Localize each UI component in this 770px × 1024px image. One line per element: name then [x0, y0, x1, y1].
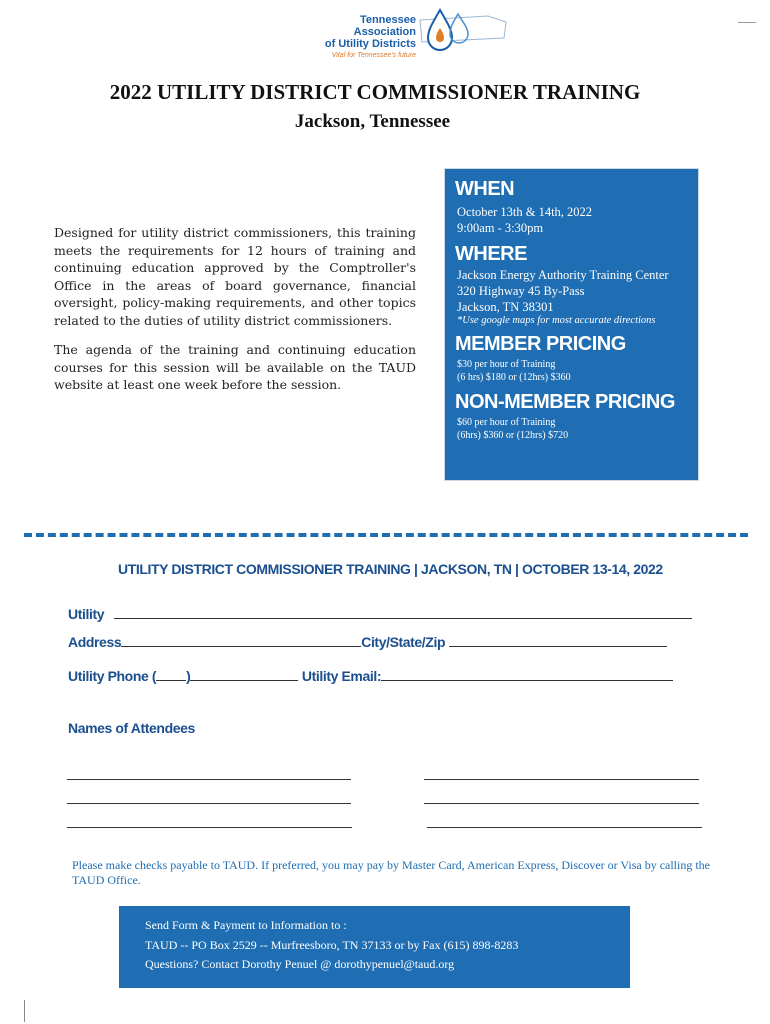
- when-heading: WHEN: [455, 178, 515, 200]
- logo-line2: of Utility Districts: [324, 38, 416, 50]
- utility-field[interactable]: [114, 607, 692, 619]
- logo-text: [300, 14, 416, 59]
- member-pricing-line2: (6 hrs) $180 or (12hrs) $360: [457, 372, 571, 383]
- utility-label: Utility: [68, 606, 105, 622]
- event-info-box: [445, 169, 698, 480]
- logo-line1: Tennessee Association: [353, 14, 416, 38]
- page-edge-mark: [24, 1000, 25, 1022]
- email-label: Utility Email:: [301, 668, 382, 684]
- logo-tagline: Vital for Tennessee's future: [331, 52, 416, 59]
- address-row: [68, 634, 667, 650]
- attendee-field-6[interactable]: [427, 827, 702, 828]
- when-time: 9:00am - 3:30pm: [457, 221, 544, 235]
- utility-row: [68, 606, 692, 622]
- attendee-field-1[interactable]: [67, 779, 351, 780]
- nonmember-pricing-line1: $60 per hour of Training: [457, 417, 556, 428]
- attendee-field-2[interactable]: [424, 779, 699, 780]
- where-city: Jackson, TN 38301: [457, 300, 554, 314]
- taud-logo: [300, 8, 510, 58]
- send-line-3: Questions? Contact Dorothy Penuel @ dorothypenuel@taud.org: [145, 957, 455, 971]
- member-pricing-heading: MEMBER PRICING: [455, 333, 626, 355]
- description-paragraph-1: Designed for utility district commissioners, this training meets the requirements for 12 hours of training and continuing education approved by the Comptroller's Office in the areas of board governance, financial oversight, policy-making requirements, and other topics related to the duties of utility district commissioners.: [54, 225, 416, 328]
- phone-close: ): [186, 668, 191, 684]
- attendee-field-3[interactable]: [67, 803, 351, 804]
- city-state-zip-label: City/State/Zip: [361, 634, 446, 650]
- address-field[interactable]: [121, 635, 361, 647]
- where-heading: WHERE: [455, 243, 527, 265]
- email-field[interactable]: [381, 669, 673, 681]
- send-line-2: TAUD -- PO Box 2529 -- Murfreesboro, TN 37133 or by Fax (615) 898-8283: [145, 937, 519, 952]
- address-label: Address: [68, 634, 122, 650]
- area-code-field[interactable]: [156, 669, 186, 681]
- payment-instructions: Please make checks payable to TAUD. If preferred, you may pay by Master Card, American Express, Discover or Visa by calling the TAUD Office.: [72, 858, 711, 887]
- when-date: October 13th & 14th, 2022: [457, 205, 593, 219]
- phone-field[interactable]: [190, 669, 298, 681]
- description-paragraph-2: The agenda of the training and continuing education courses for this session will be available on the TAUD website at least one week before the session.: [54, 342, 416, 392]
- send-line-1: Send Form & Payment to Information to :: [145, 918, 347, 932]
- phone-email-row: [68, 668, 673, 684]
- where-venue: Jackson Energy Authority Training Center: [457, 268, 669, 282]
- cut-line-divider: [24, 533, 748, 537]
- water-drop-tennessee-icon: [418, 8, 508, 54]
- attendee-field-5[interactable]: [67, 827, 352, 828]
- attendees-label: Names of Attendees: [68, 720, 195, 736]
- attendee-field-4[interactable]: [424, 803, 699, 804]
- corner-mark: [738, 22, 756, 23]
- nonmember-pricing-line2: (6hrs) $360 or (12hrs) $720: [457, 430, 569, 441]
- nonmember-pricing-heading: NON-MEMBER PRICING: [455, 391, 675, 413]
- page-title: 2022 UTILITY DISTRICT COMMISSIONER TRAINING: [109, 80, 641, 104]
- send-info-box: [119, 906, 630, 988]
- member-pricing-line1: $30 per hour of Training: [457, 359, 556, 370]
- where-note: *Use google maps for most accurate directions: [457, 315, 656, 326]
- phone-label: Utility Phone (: [68, 668, 157, 684]
- form-heading: UTILITY DISTRICT COMMISSIONER TRAINING | JACKSON, TN | OCTOBER 13-14, 2022: [118, 561, 663, 577]
- page-subtitle: Jackson, Tennessee: [294, 111, 451, 132]
- where-street: 320 Highway 45 By-Pass: [457, 284, 585, 298]
- city-state-zip-field[interactable]: [449, 635, 667, 647]
- description: [54, 224, 416, 406]
